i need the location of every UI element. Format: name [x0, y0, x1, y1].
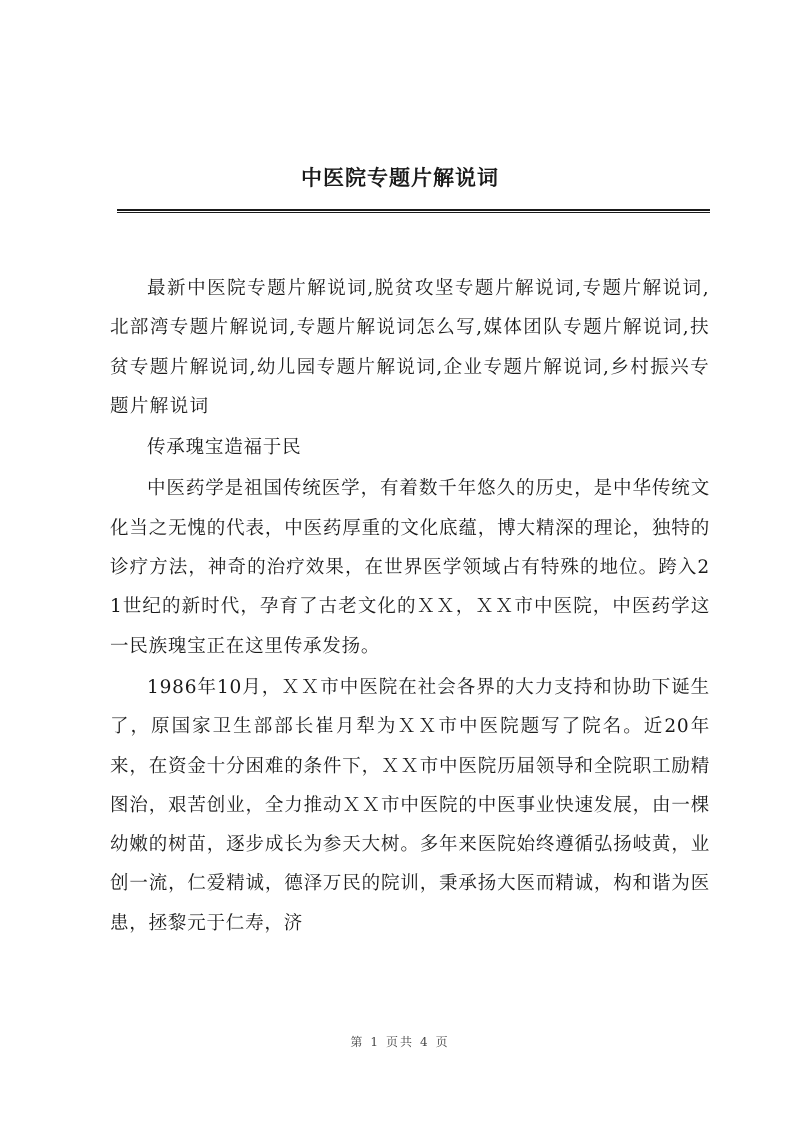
title-divider [117, 209, 710, 213]
footer-prefix: 第 [350, 1035, 365, 1049]
document-title: 中医院专题片解说词 [301, 165, 499, 190]
footer-suffix: 页 [435, 1035, 450, 1049]
keywords-paragraph: 最新中医院专题片解说词,脱贫攻坚专题片解说词,专题片解说词,北部湾专题片解说词,专题片解说词怎么写,媒体团队专题片解说词,扶贫专题片解说词,幼儿园专题片解说词,企业专题片解说词,乡村振兴专题片解说词 [110, 278, 710, 417]
document-body [110, 269, 710, 943]
footer-middle: 页共 [385, 1035, 414, 1049]
page-footer [0, 1033, 800, 1050]
footer-current-page: 1 [370, 1035, 380, 1049]
body-paragraph: 1986年10月，ＸＸ市中医院在社会各界的大力支持和协助下诞生了，原国家卫生部部长崔月犁为ＸＸ市中医院题写了院名。近20年来，在资金十分困难的条件下，ＸＸ市中医院历届领导和全院职工励精图治，艰苦创业，全力推动ＸＸ市中医院的中医事业快速发展，由一棵幼嫩的树苗，逐步成长为参天大树。多年来医院始终遵循弘扬岐黄，业创一流，仁爱精诚，德泽万民的院训，秉承扬大医而精诚，构和谐为医患，拯黎元于仁寿，济 [110, 676, 710, 934]
footer-total-pages: 4 [420, 1035, 430, 1049]
body-paragraph: 中医药学是祖国传统医学，有着数千年悠久的历史，是中华传统文化当之无愧的代表，中医药厚重的文化底蕴，博大精深的理论，独特的诊疗方法，神奇的治疗效果，在世界医学领域占有特殊的地位。跨入21世纪的新时代，孕育了古老文化的ＸＸ，ＸＸ市中医院，中医药学这一民族瑰宝正在这里传承发扬。 [110, 478, 710, 657]
section-heading: 传承瑰宝造福于民 [147, 437, 302, 459]
